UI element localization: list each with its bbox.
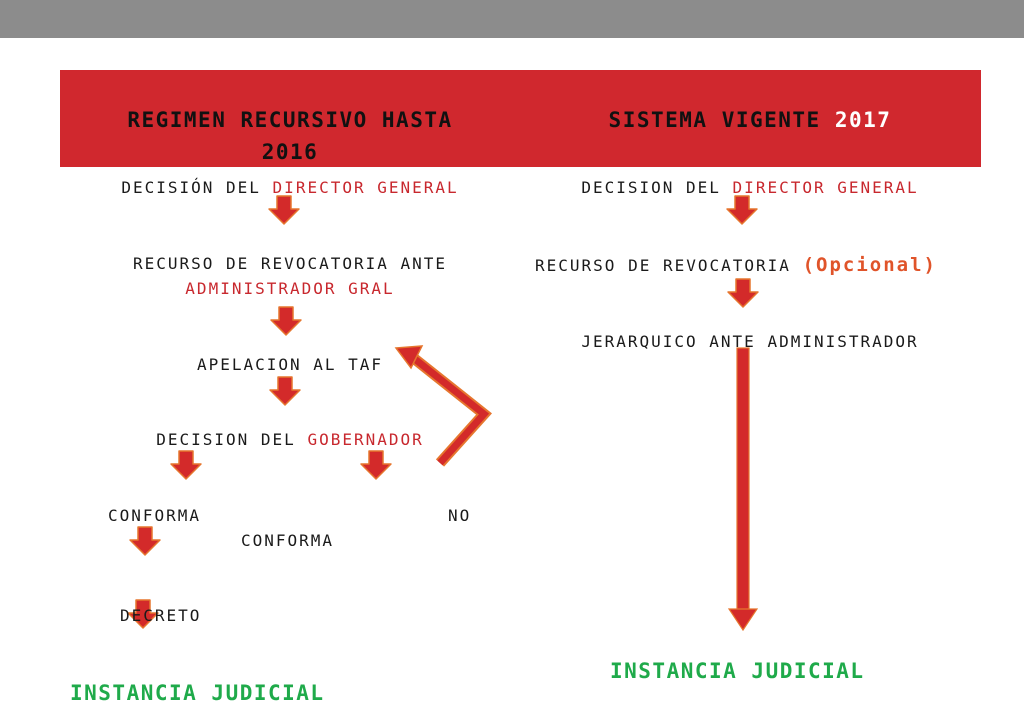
down-arrow-icon: [728, 279, 758, 307]
down-arrow-icon: [130, 527, 160, 555]
left-conforma: CONFORMA: [108, 506, 202, 525]
left-no-conforma-line2: CONFORMA: [241, 531, 335, 550]
left-decreto: DECRETO: [120, 606, 202, 625]
left-step4-prefix: DECISION DEL: [156, 430, 296, 449]
left-step-revocatoria: [80, 251, 500, 301]
down-arrow-icon: [271, 307, 301, 335]
down-arrow-icon: [171, 451, 201, 479]
left-step1-prefix: DECISIÓN DEL: [121, 178, 261, 197]
left-no-conforma-line1: NO: [448, 506, 472, 525]
left-title-line1: REGIMEN RECURSIVO HASTA: [127, 108, 453, 132]
right-instancia-judicial: INSTANCIA JUDICIAL: [610, 659, 865, 683]
long-down-arrow-icon: [729, 348, 757, 630]
left-step2-line1: RECURSO DE REVOCATORIA ANTE: [132, 254, 448, 273]
right-step2-text: RECURSO DE REVOCATORIA: [535, 256, 791, 275]
left-step1-highlight: DIRECTOR GENERAL: [272, 178, 459, 197]
left-step3: APELACION AL TAF: [196, 355, 384, 374]
right-title-main: SISTEMA VIGENTE: [608, 108, 821, 132]
left-step2-line2: ADMINISTRADOR GRAL: [185, 279, 395, 298]
right-step1-prefix: DECISION DEL: [581, 178, 721, 197]
down-arrow-icon: [727, 196, 757, 224]
right-step3: JERARQUICO ANTE ADMINISTRADOR: [581, 332, 919, 351]
left-step-gobernador: [80, 427, 500, 452]
down-arrow-icon: [269, 196, 299, 224]
down-arrow-icon: [270, 377, 300, 405]
left-step4-highlight: GOBERNADOR: [307, 430, 424, 449]
left-step-director: [80, 175, 500, 200]
right-step-jerarquico: [540, 329, 960, 354]
right-step-director: [540, 175, 960, 200]
down-arrow-icon: [361, 451, 391, 479]
right-step2-optional: (Opcional): [802, 254, 937, 276]
left-step-taf: [80, 352, 500, 377]
left-title-line2: 2016: [261, 140, 319, 164]
left-instancia-judicial: INSTANCIA JUDICIAL: [70, 681, 325, 705]
right-step-revocatoria: [535, 253, 937, 278]
right-step1-highlight: DIRECTOR GENERAL: [732, 178, 919, 197]
right-title-year: 2017: [834, 108, 892, 132]
